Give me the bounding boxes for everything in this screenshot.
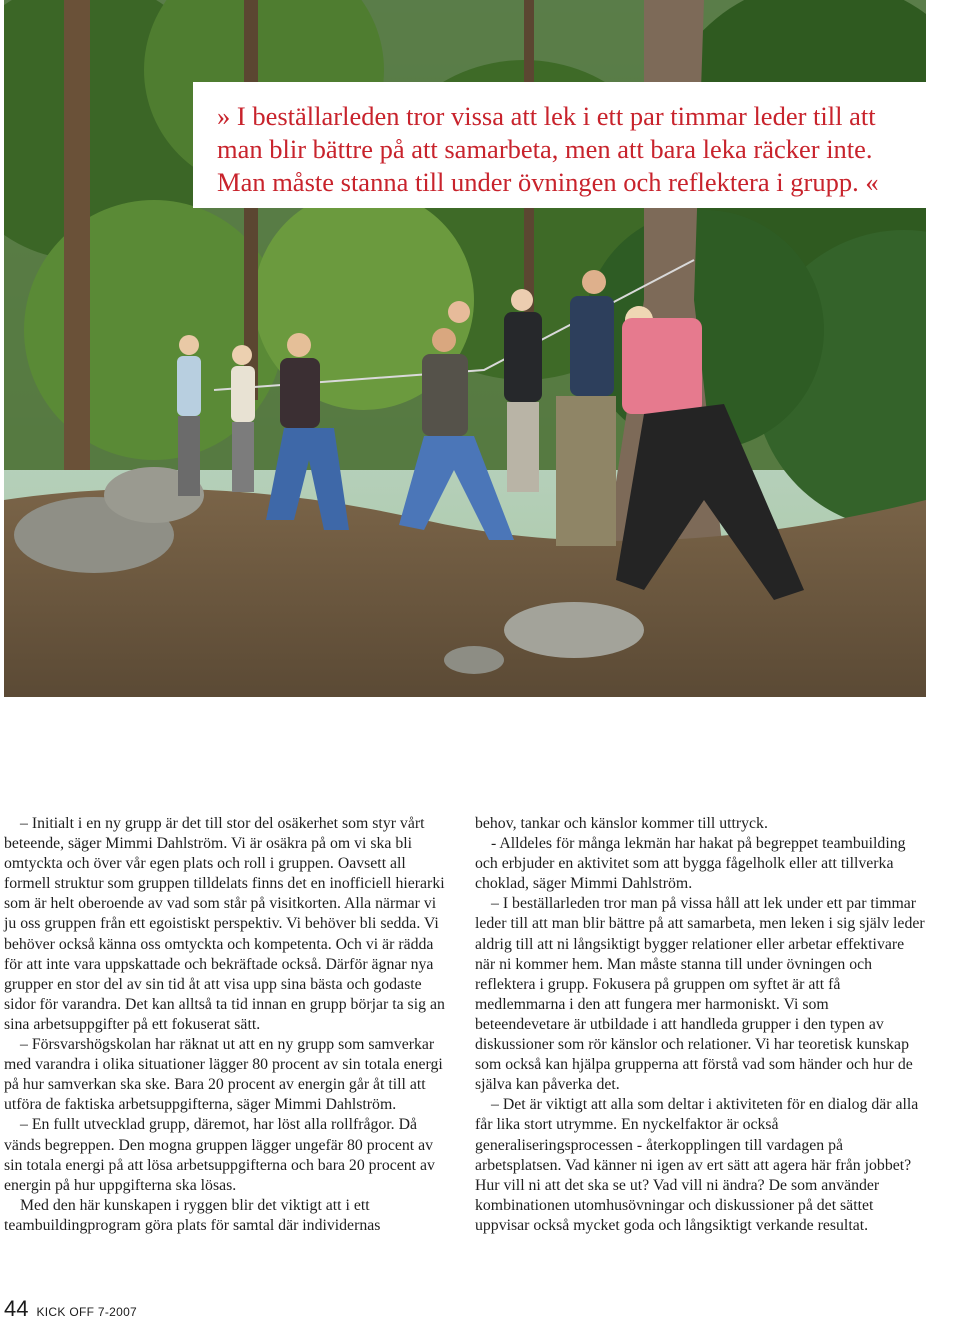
right-text-column [475,814,925,1236]
right-paragraph: – Det är viktigt att alla som deltar i aktiviteten för en dialog där alla får lika stort utrymme. En nyckelfaktor är också generaliseringsprocessen - återkopplingen till vardagen på arbetsplatsen. Vad känner ni igen av ert sätt att agera här från jobbet? Hur vill ni att det ska se ut? Vad vill ni ändra? De som använder kombinationen utomhusövningar och diskussioner på det sättet uppvisar också mycket goda och långsiktigt verkande resultat. [475,1096,919,1234]
page-footer [4,1296,137,1320]
right-paragraph: behov, tankar och känslor kommer till uttryck. [475,815,768,832]
left-paragraph: – En fullt utvecklad grupp, däremot, har löst alla rollfrågor. Då vänds begreppen. Den mogna gruppen lägger ungefär 80 procent av sin totala energi på att lösa arbetsuppgifterna och bara 20 procent av energin på hur uppgifterna ska lösas. [4,1116,435,1194]
page-number: 44 [4,1296,29,1321]
left-text-column [4,814,450,1236]
left-paragraph: – Försvarshögskolan har räknat ut att en ny grupp som samverkar med varandra i olika situationer lägger 80 procent av sin totala energi på hur samverkan ska ske. Bara 20 procent av energin går åt till att utföra de faktiska arbetsuppgifterna, säger Mimmi Dahlström. [4,1036,443,1114]
left-paragraph: Med den här kunskapen i ryggen blir det viktigt att i ett teambuildingprogram göra plats för samtal där individernas [4,1196,381,1234]
right-paragraph: – I beställarleden tror man på vissa håll att lek under ett par timmar leder till att man blir bättre på att samarbeta, men leken i sig själv leder aldrig till att ni långsiktigt bygger relationer eller arbetar effektivare när ni kommer hem. Man måste stanna till under övningen och reflektera i grupp. Fokusera på gruppen om syftet är att få medlemmarna i den att fungera mer harmoniskt. Vi som beteendevetare är utbildade i att handleda grupper i den typen av diskussioner som rör känslor och relationer. Vi har teoretisk kunskap som också kan hjälpa grupperna att förstå vad som händer och hur de själva kan påverka det. [475,895,925,1094]
left-paragraph: – Initialt i en ny grupp är det till stor del osäkerhet som styr vårt beteende, säger Mimmi Dahlström. Vi är osäkra på om vi ska bli omtyckta och över vår egen plats och roll i gruppen. Oavsett all formell struktur som gruppen tilldelats finns det en inofficiell hierarki som är helt oberoende av vad som står på visitkorten. Alla närmar vi ju oss gruppen från ett egoistiskt perspektiv. Vi behöver bli sedda. Vi behöver också känna oss omtyckta och kompetenta. Och vi är rädda för att inte vara uppskattade och bekräftade också. Därför ägnar nya grupper en stor del av sin tid åt att visa upp sina bästa och godaste sidor för varandra. Det kan alltså ta tid innan en grupp börjar ta sig an sina arbetsuppgifter på ett fokuserat sätt. [4,815,445,1033]
right-paragraph: - Alldeles för många lekmän har hakat på begreppet teambuilding och erbjuder en aktivitet som att bygga fågelholk eller att tillverka choklad, säger Mimmi Dahlström. [475,835,906,893]
issue-label: KICK OFF 7-2007 [36,1305,138,1319]
pull-quote: » I beställarleden tror vissa att lek i ett par timmar leder till att man blir bättre på att samarbeta, men att bara leka räcker inte. Man måste stanna till under övningen och reflektera i grupp. « [193,82,926,208]
